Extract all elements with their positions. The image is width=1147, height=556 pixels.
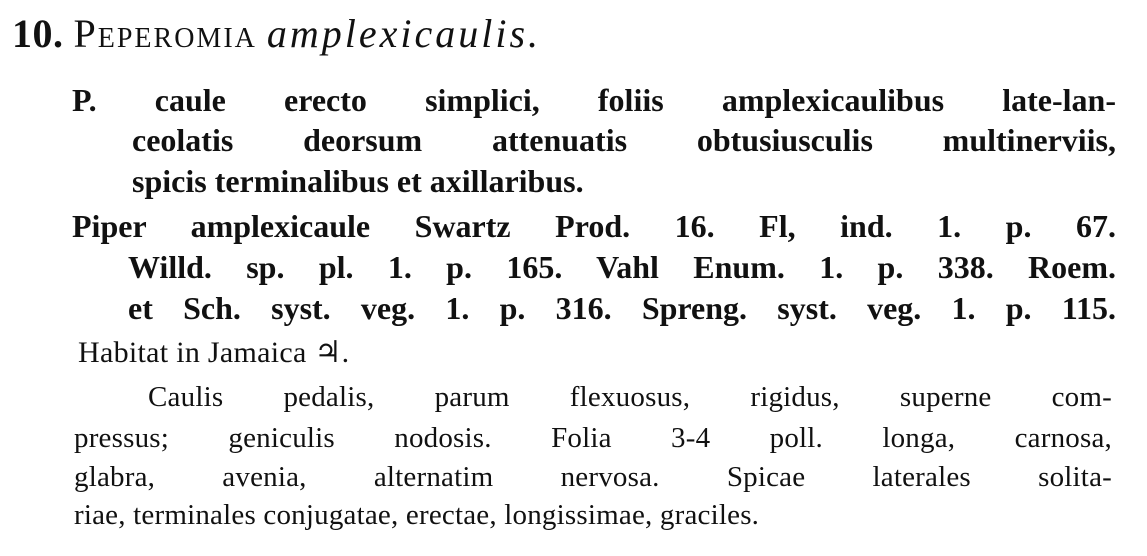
synonymy-line-2: Willd. sp. pl. 1. p. 165. Vahl Enum. 1. p. 338. Roem. [128,249,1116,285]
diagnosis-line-3: spicis terminalibus et axillaribus. [132,163,584,199]
entry-number: 10. [12,11,64,56]
diagnosis-line-2: ceolatis deorsum attenuatis obtusiusculis multinerviis, [132,122,1116,158]
synonymy-line-1: Piper amplexicaule Swartz Prod. 16. Fl, ind. 1. p. 67. [72,208,1116,244]
description-line-2: pressus; geniculis nodosis. Folia 3-4 poll. longa, carnosa, [74,422,1112,454]
synonymy-line-3: et Sch. syst. veg. 1. p. 316. Spreng. syst. veg. 1. p. 115. [128,290,1116,326]
description-line-3: glabra, avenia, alternatim nervosa. Spicae laterales solita- [74,461,1112,493]
diagnosis-line-1: P. caule erecto simplici, foliis amplexicaulibus late-lan- [72,82,1116,118]
description-line-1: Caulis pedalis, parum flexuosus, rigidus, superne com- [148,381,1112,413]
genus-name: Peperomia [73,11,257,56]
description-line-4: riae, terminales conjugatae, erectae, longissimae, graciles. [74,499,760,531]
species-epithet: amplexicaulis. [266,11,542,56]
species-heading [12,11,542,56]
habitat-line: Habitat in Jamaica ♃. [78,336,350,369]
